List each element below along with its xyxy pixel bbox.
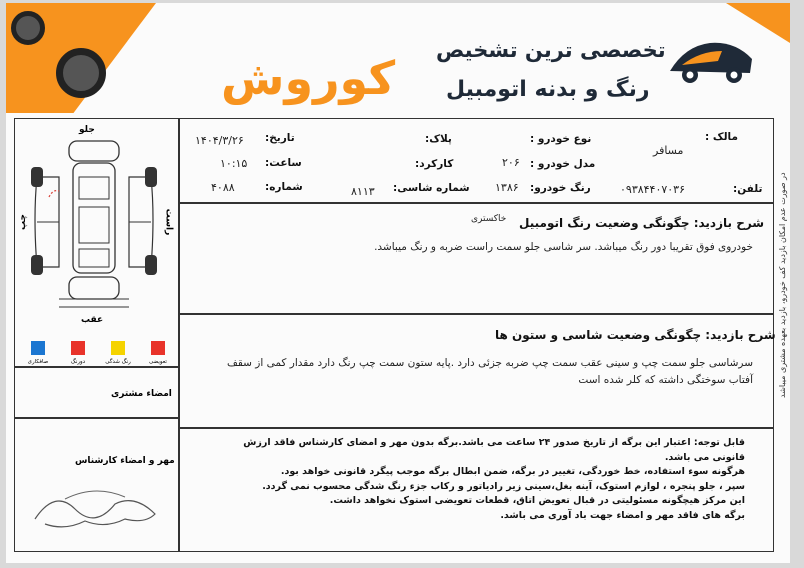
chassis-section-title: شرح بازدید: چگونگی وضعیت شاسی و ستون ها [495, 328, 776, 342]
legend-item [23, 341, 53, 365]
vehicle-color-value: ۱۳۸۶ [495, 181, 519, 194]
divider-rules [178, 427, 773, 429]
divider-info [178, 202, 773, 204]
legend-swatch [151, 341, 165, 355]
vehicle-type-label: نوع خودرو : [530, 133, 592, 145]
legend-swatch [71, 341, 85, 355]
paint-color-note: خاکستری [471, 214, 507, 224]
tire-icon [11, 11, 45, 45]
rule-item: هرگونه سوء استفاده، خط خوردگی، تغییر در برگه، ضمن ابطال برگه موجب پیگرد قانونی خواهد بود. [280, 466, 745, 477]
vehicle-color-label: رنگ خودرو: [530, 182, 591, 194]
legend-label: رنگ شدگی [105, 359, 131, 365]
car-body-diagram [29, 137, 159, 315]
legend-item [103, 341, 133, 365]
paint-section-title: شرح بازدید: چگونگی وضعیت رنگ اتومبیل [519, 216, 765, 230]
chassis-value: ۸۱۱۳ [351, 185, 375, 198]
legend-item [63, 341, 93, 365]
diagram-front-label: جلو [79, 125, 95, 135]
side-note: در صورت عدم امکان بازدید کف خودرو، بازدید بعهده مشتری میباشد [778, 172, 787, 398]
legend-swatch [31, 341, 45, 355]
form-frame [14, 118, 774, 552]
date-value: ۱۴۰۴/۳/۲۶ [195, 134, 244, 147]
divider-sections [178, 313, 773, 315]
divider-legend [15, 366, 178, 368]
chassis-label: شماره شاسی: [393, 182, 470, 194]
diagram-left-label: چپ [18, 213, 29, 231]
owner-label: مالک : [705, 131, 738, 143]
tire-icon [56, 48, 106, 98]
legend-label: صافکاری [27, 359, 49, 365]
time-label: ساعت: [265, 157, 302, 169]
rule-item: برگه های فاقد مهر و امضاء جهت باد آوری می باشد. [500, 509, 745, 521]
customer-signature-label: امضاء مشتری [111, 389, 172, 399]
divider-customer [15, 417, 178, 419]
phone-value: ۰۹۳۸۴۴۰۷۰۳۶ [620, 183, 685, 196]
expert-signature-label: مهر و امضاء کارشناس [75, 456, 175, 466]
legend-label: دورنگ [70, 359, 86, 365]
mileage-label: کارکرد: [415, 158, 454, 170]
brand-name: کوروش [221, 51, 396, 105]
rules-list [215, 436, 745, 523]
plate-label: پلاک: [425, 133, 452, 145]
legend-item [143, 341, 173, 365]
rule-item: سپر ، جلو پنجره ، لوازم استوک، آینه بغل،سینی زیر رادیاتور و رکاب جزء رنگ شدگی محسوب نمی گردد. [262, 480, 745, 492]
header-title-line1: تخصصی ترین تشخیص [436, 38, 666, 62]
legend-swatch [111, 341, 125, 355]
date-label: تاریخ: [265, 132, 295, 144]
header-title-line2: رنگ و بدنه اتومبیل [446, 77, 650, 102]
paint-section-text: خودروی فوق تقریبا دور رنگ میباشد. سر شاسی جلو سمت راست ضربه و رنگ میباشد. [374, 241, 753, 253]
divider-vertical [178, 119, 180, 551]
vehicle-model-label: مدل خودرو : [530, 158, 596, 170]
rule-item: قابل توجه: اعتبار این برگه از تاریخ صدور ۲۴ ساعت می باشد.برگه بدون مهر و امضای کارشناس فاقد ارزش قانونی می باشد. [243, 437, 745, 463]
vehicle-model-value: ۲۰۶ [502, 156, 520, 169]
time-value: ۱۰:۱۵ [220, 157, 248, 170]
inspection-form [6, 3, 790, 563]
signature-scribble [25, 469, 175, 539]
chassis-section-text: سرشاسی جلو سمت چپ و سینی عقب سمت چپ ضربه جزئی دارد .پایه ستون سمت چپ رنگ دارد مقدار کمی از سقف آفتاب سوختگی داشته که کلر شده است [226, 357, 753, 386]
phone-label: تلفن: [733, 183, 763, 195]
diagram-rear-label: عقب [81, 315, 104, 325]
rule-item: این مرکز هیچگونه مسئولیتی در قبال تعویض اتاق، قطعات تعویضی استوک نخواهد داشت. [329, 495, 745, 506]
owner-value: مسافر [653, 144, 684, 157]
car-logo-icon [660, 31, 760, 91]
legend-label: تعویضی [149, 359, 167, 365]
number-value: ۴۰۸۸ [211, 181, 235, 194]
number-label: شماره: [265, 181, 303, 193]
diagram-right-label: راست [163, 208, 174, 236]
